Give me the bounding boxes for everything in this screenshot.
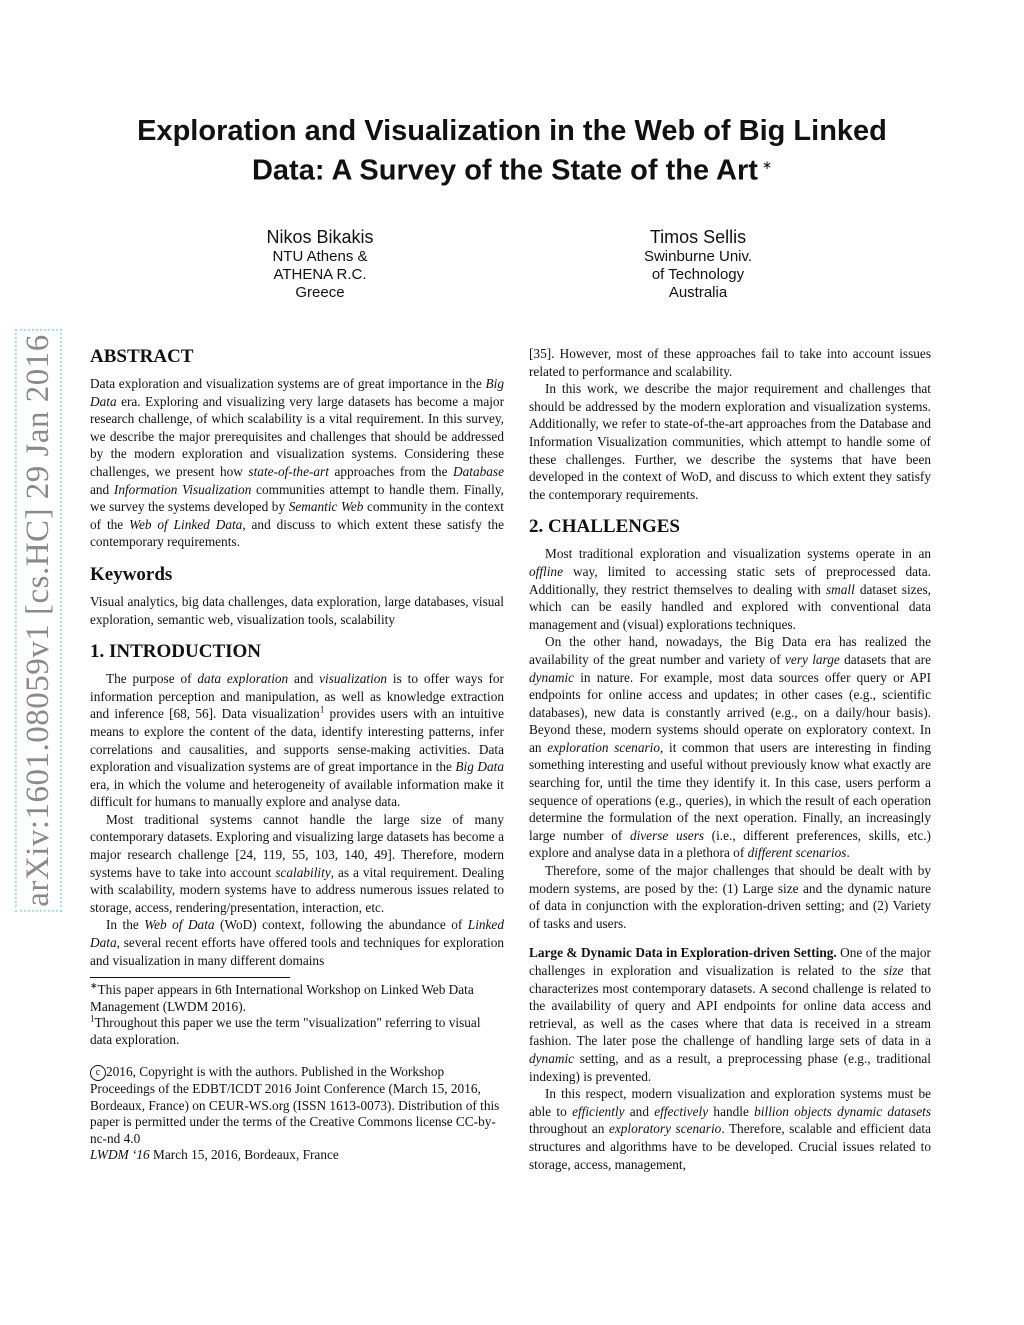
footnote-divider [90, 977, 290, 978]
abstract-text: Data exploration and visualization systems are of great importance in the Big Data era. Exploring and visualizing very large datasets has become a major research challenge, of which scalability is a vital requirement. In this survey, we describe the major prerequisites and challenges that should be addressed by the modern exploration and visualization systems. Considering these challenges, we present how state-of-the-art approaches from the Database and Information Visualization communities attempt to handle them. Finally, we survey the systems developed by Semantic Web community in the context of the Web of Linked Data, and discuss to which extent these satisfy the contemporary requirements. [90, 376, 504, 550]
author-name: Nikos Bikakis [266, 227, 374, 247]
title-footnote-mark: ∗ [761, 158, 773, 172]
keywords-section [90, 563, 504, 628]
keywords-heading: Keywords [90, 563, 173, 585]
left-column [90, 345, 504, 1164]
abstract-section [90, 345, 504, 551]
footnote-1: $^1$Throughout this paper we use the term "visualization" referring to visual data exploration. [90, 1013, 481, 1047]
abstract-heading: ABSTRACT [90, 346, 194, 367]
right-column [529, 345, 931, 1173]
title-line-2-text: Data: A Survey of the State of the Art [251, 154, 758, 187]
author-country: Australia [668, 284, 728, 301]
copyright-icon: c [90, 1065, 106, 1081]
intro-paragraph-2: Most traditional systems cannot handle the large size of many contemporary datasets. Exploring and visualizing large datasets has become a major research challenge [24, 119, 55, 103, 140, 49]. Therefore, modern systems have to take into account scalability, as a vital requirement. Dealing with scalability, modern systems have to address numerous issues related to storage, access, rendering/presentation, interaction, etc. [90, 811, 504, 915]
author-block-1 [220, 226, 420, 302]
author-affiliation: Swinburne Univ. [643, 248, 753, 265]
author-affiliation: of Technology [651, 266, 745, 283]
author-name: Timos Sellis [649, 227, 747, 247]
challenges-paragraph-4: Large & Dynamic Data in Exploration-driven Setting. One of the major challenges in exploration and visualization is related to the size that characterizes most contemporary datasets. A second challenge is related to the availability of query and API endpoints for online data access and retrieval, as well as the cases where that data is received in a stream fashion. The later pose the challenge of handling large sets of data in a dynamic setting, and as a result, a preprocessing phase (e.g., traditional indexing) is prevented. [529, 945, 931, 1084]
challenges-paragraph-1: Most traditional exploration and visualization systems operate in an offline way, limited to accessing static sets of preprocessed data. Additionally, they restrict themselves to dealing with small dataset sizes, which can be easily handled and explored with conventional data management and (visual) explorations techniques. [529, 546, 931, 632]
title-line-2 [100, 148, 924, 188]
introduction-section [90, 640, 504, 969]
challenges-paragraph-2: On the other hand, nowadays, the Big Data era has realized the availability of the great number and variety of very large datasets that are dynamic in nature. For example, most data sources offer query or API endpoints for online access and updates; in other cases (e.g., scientific databases), new data is constantly arrived (e.g., on a daily/hour basis). Beyond these, modern systems should operate on exploratory context. In an exploration scenario, it common that users are interesting in finding something interesting and useful without previously know what exactly are searching for, until the time they identify it. In this case, users perform a sequence of operations (e.g., queries), in which the result of each operation determine the formulation of the next operation. Finally, an increasingly large number of diverse users (i.e., different preferences, skills, etc.) explore and analyse data in a plethora of different scenarios. [529, 634, 932, 861]
author-block-2 [598, 226, 798, 302]
arxiv-id-text: arXiv:1601.08059v1 [cs.HC] 29 Jan 2016 [19, 333, 56, 907]
copyright-notice: c 2016, Copyright is with the authors. Published in the Workshop Proceedings of the EDBT/ICDT 2016 Joint Conference (March 15, 2016, Bordeaux, France) on CEUR-WS.org (ISSN 1613-0073). Distribution of this paper is permitted under the terms of the Creative Commons license CC-by-nc-nd 4.0 [90, 1064, 500, 1146]
author-country: Greece [295, 284, 345, 301]
intro-paragraph-3: In the Web of Data (WoD) context, following the abundance of Linked Data, several recent efforts have offered tools and techniques for exploration and visualization in many different domains [90, 917, 504, 968]
author-affiliation: NTU Athens & [272, 248, 368, 265]
arxiv-identifier-stamp [12, 320, 64, 920]
intro-paragraph-1: The purpose of data exploration and visualization is to offer ways for information perception and manipulation, as well as knowledge extraction and inference [68, 56]. Data visualization$^1$ provides users with an intuitive means to explore the content of the data, identify interesting patterns, infer correlations and causalities, and supports sense-making activities. Data exploration and visualization systems are of great importance in the Big Data era, in which the volume and heterogeneity of available information make it difficult for humans to manually explore and analyse data. [90, 671, 505, 810]
intro-paragraph-4: In this work, we describe the major requirement and challenges that should be addressed by the modern exploration and visualization systems. Additionally, we refer to state-of-the-art approaches from the Database and Information Visualization communities, which attempt to handle some of these challenges. Further, we describe the systems that have been developed in the context of WoD, and discuss to which extent they satisfy the contemporary requirements. [529, 381, 931, 502]
title-line-1: Exploration and Visualization in the Web of Big Linked [137, 115, 887, 147]
footnote-star: ∗This paper appears in 6th International Workshop on Linked Web Data Management (LWDM 2016). [90, 980, 474, 1014]
keywords-text: Visual analytics, big data challenges, data exploration, large databases, visual exploration, semantic web, visualization tools, scalability [90, 593, 504, 627]
challenges-paragraph-5: In this respect, modern visualization and exploration systems must be able to efficiently and effectively handle billion objects dynamic datasets throughout an exploratory scenario. Therefore, scalable and efficient data structures and algorithms have to be developed. Crucial issues related to storage, access, management, [529, 1086, 932, 1172]
venue-line: LWDM ‘16 March 15, 2016, Bordeaux, France [90, 1147, 339, 1163]
paper-title [100, 114, 924, 188]
author-affiliation: ATHENA R.C. [273, 266, 367, 283]
introduction-heading: 1. INTRODUCTION [90, 641, 262, 663]
intro-paragraph-3-cont: [35]. However, most of these approaches fail to take into account issues related to performance and scalability. [529, 346, 931, 379]
challenges-heading: 2. CHALLENGES [529, 516, 680, 538]
challenges-paragraph-3: Therefore, some of the major challenges that should be dealt with by modern systems, are posed by the: (1) Large size and the dynamic nature of data in conjunction with the exploration-driven setting; and (2) Variety of tasks and users. [529, 863, 931, 931]
challenges-section [529, 515, 931, 932]
intro-continued [529, 345, 931, 503]
